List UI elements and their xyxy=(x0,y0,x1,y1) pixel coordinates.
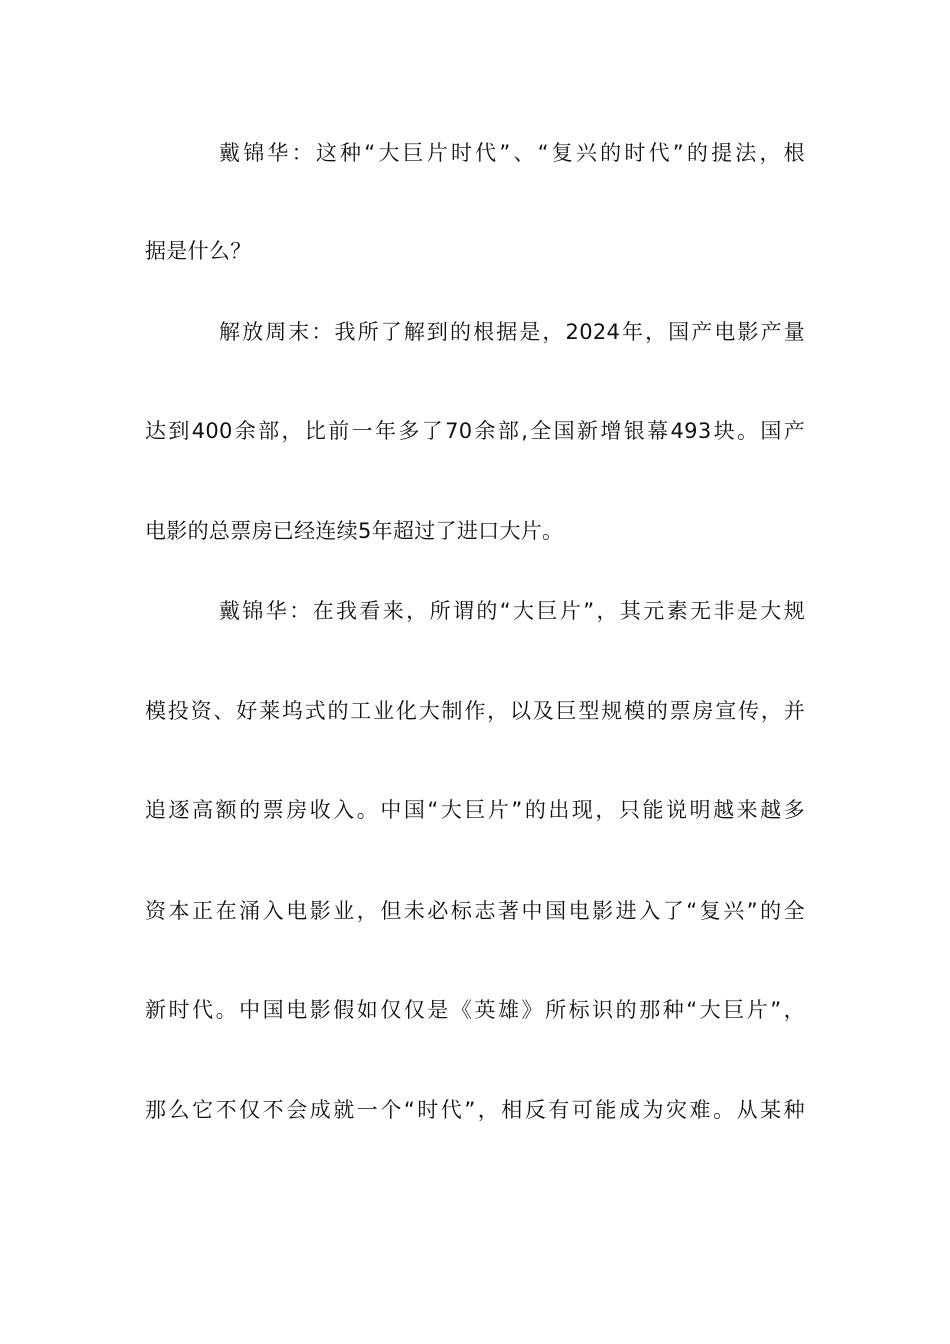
paragraph-3-line-4: 资本正在涌入电影业，但未必标志著中国电影进入了“复兴”的全 xyxy=(145,899,805,923)
paragraph-2-line-3: 电影的总票房已经连续5年超过了进口大片。 xyxy=(145,519,564,543)
paragraph-3-line-1: 戴锦华：在我看来，所谓的“大巨片”，其元素无非是大规 xyxy=(219,599,805,623)
paragraph-1-line-1: 戴锦华：这种“大巨片时代”、“复兴的时代”的提法，根 xyxy=(219,141,805,165)
paragraph-3-line-3: 追逐高额的票房收入。中国“大巨片”的出现，只能说明越来越多 xyxy=(145,798,805,822)
paragraph-1-line-2: 据是什么？ xyxy=(145,239,252,263)
paragraph-3-line-5: 新时代。中国电影假如仅仅是《英雄》所标识的那种“大巨片”， xyxy=(145,998,805,1022)
paragraph-2-line-2: 达到400余部，比前一年多了70余部,全国新增银幕493块。国产 xyxy=(145,419,805,443)
paragraph-2-line-1: 解放周末：我所了解到的根据是，2024年，国产电影产量 xyxy=(219,320,805,344)
paragraph-3-line-6: 那么它不仅不会成就一个“时代”，相反有可能成为灾难。从某种 xyxy=(145,1098,805,1122)
paragraph-3-line-2: 模投资、好莱坞式的工业化大制作，以及巨型规模的票房宣传，并 xyxy=(145,699,805,723)
